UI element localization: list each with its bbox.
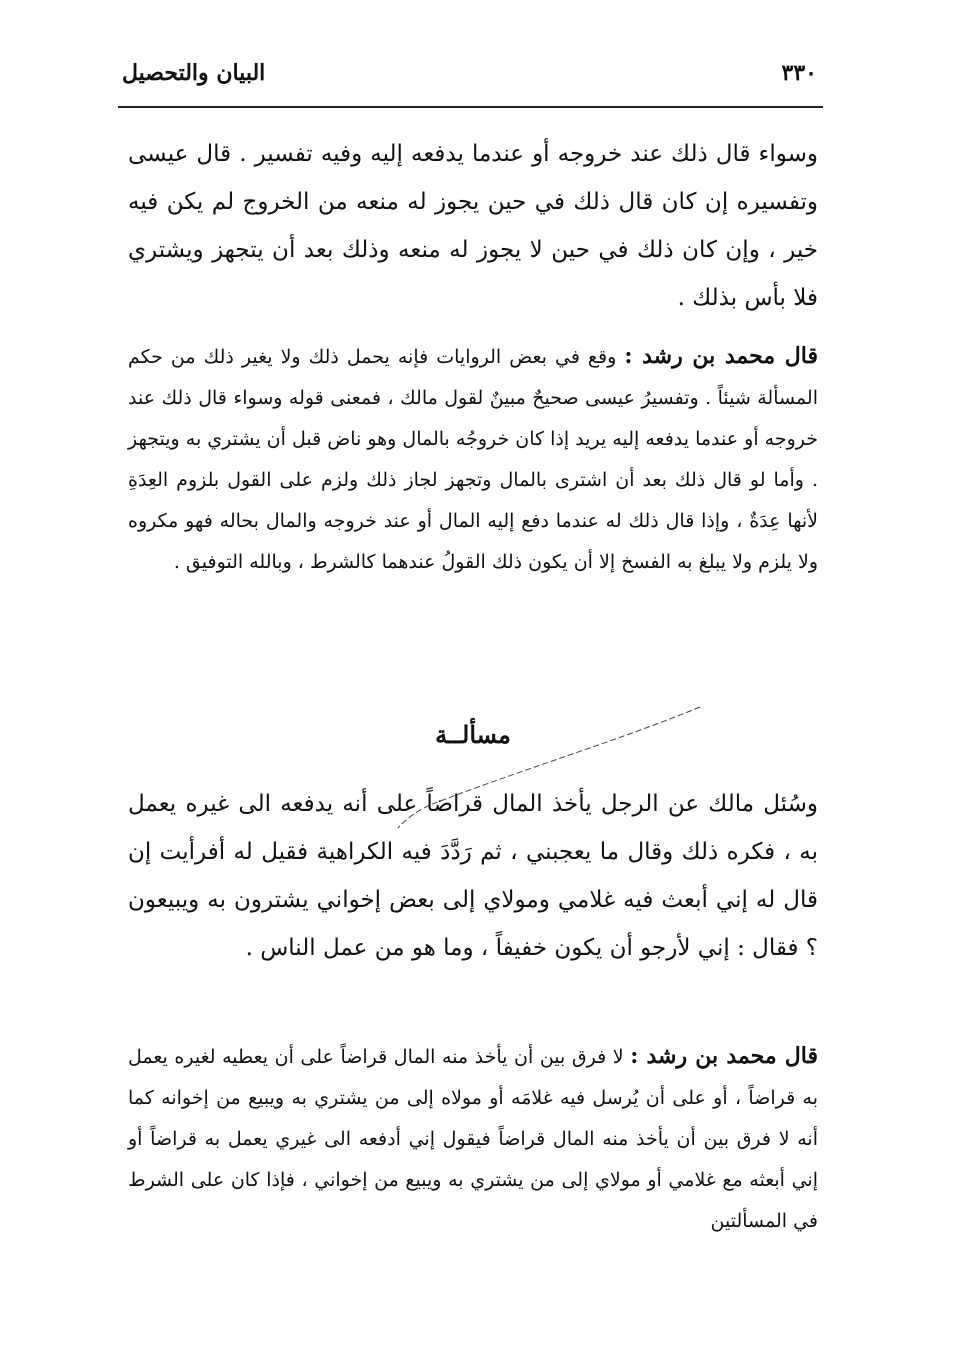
running-title: البيان والتحصيل: [122, 60, 266, 86]
commentary2-text: لا فرق بين أن يأخذ منه المال قراضاً على أن يعطيه لغيره يعمل به قراضاً ، أو على أن يُرسل فيه غلامَه أو مولاه إلى من يشتري به ويبيع من إخوانه كما أنه لا فرق بين أن يأخذ منه المال قراضاً فيقول إني أدفعه الى غيري يعمل به قراضاً أو إني أبعثه مع غلامي أو مولاي إلى من يشتري به ويبيع من إخواني ، فإذا كان على الشرط في المسألتين: [128, 1046, 818, 1232]
section2-text: وسُئل مالك عن الرجل يأخذ المال قراضاً على أنه يدفعه الى غيره يعمل به ، فكره ذلك وقال ما يعجبني ، ثم رَدَّدَ فيه الكراهية فقيل له أفرأيت إن قال له إني أبعث فيه غلامي ومولاي إلى بعض إخواني يشترون به ويبيعون ؟ فقال : إني لأرجو أن يكون خفيفاً ، وما هو من عمل الناس .: [128, 791, 818, 961]
commentary2-lead: قال محمد بن رشد :: [630, 1043, 818, 1069]
page-number: ٣٣٠: [781, 60, 817, 86]
header-rule: [118, 106, 823, 108]
commentary2-paragraph: [128, 1036, 818, 1242]
section1-text: وسواء قال ذلك عند خروجه أو عندما يدفعه إليه وفيه تفسير . قال عيسى وتفسيره إن كان قال ذلك في حين يجوز له منعه من الخروج لم يكن فيه خير ، وإن كان ذلك في حين لا يجوز له منعه وذلك بعد أن يتجهز ويشتري فلا بأس بذلك .: [128, 141, 819, 311]
commentary1-text: وقع في بعض الروايات فإنه يحمل ذلك ولا يغير ذلك من حكم المسألة شيئاً . وتفسيرُ عيسى صحيحٌ مبينٌ لقول مالك ، فمعنى قوله وسواء قال ذلك عند خروجه أو عندما يدفعه إليه يريد إذا كان خروجُه بالمال وهو ناض قبل أن يشتري به ويتجهز . وأما لو قال ذلك بعد أن اشترى بالمال وتجهز لجاز ذلك ولزم على القول بلزوم العِدَةِ لأنها عِدَةٌ ، وإذا قال ذلك له عندما دفع إليه المال أو عند خروجه والمال بحاله فهو مكروه ولا يلزم ولا يبلغ به الفسخ إلا أن يكون ذلك القولُ عندهما كالشرط ، وبالله التوفيق .: [128, 346, 818, 573]
commentary1-lead: قال محمد بن رشد :: [624, 343, 818, 369]
commentary1-paragraph: [128, 336, 818, 583]
page-header: [122, 60, 817, 86]
section1-paragraph: [128, 130, 818, 322]
section-heading: مسألــة: [435, 720, 511, 749]
section2-paragraph: [128, 780, 818, 972]
